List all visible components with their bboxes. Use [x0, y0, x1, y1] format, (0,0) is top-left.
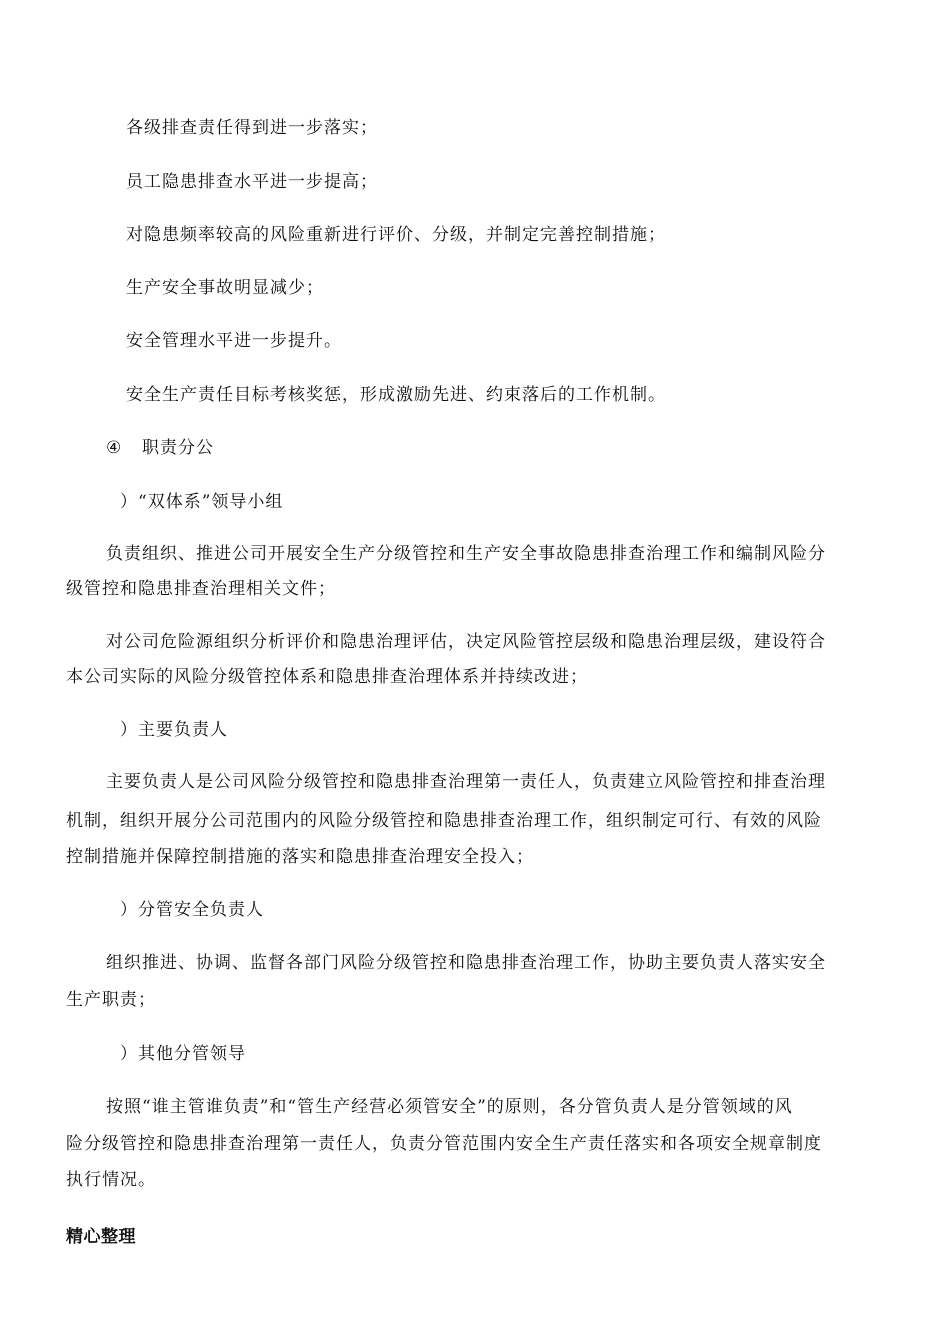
paragraph-line: 负责组织、推进公司开展安全生产分级管控和生产安全事故隐患排查治理工作和编制风险分 — [106, 544, 826, 564]
section-number: ④ — [106, 438, 123, 458]
goal-item: 各级排查责任得到进一步落实； — [126, 118, 378, 138]
footer-text: 精心整理 — [66, 1227, 136, 1247]
paragraph-line: 执行情况。 — [66, 1170, 156, 1190]
section-title: 职责分公 — [142, 438, 214, 458]
paragraph-line: 按照“谁主管谁负责”和“管生产经营必须管安全”的原则，各分管负责人是分管领域的风 — [106, 1097, 793, 1117]
paragraph-line: 主要负责人是公司风险分级管控和隐患排查治理第一责任人，负责建立风险管控和排查治理 — [106, 772, 826, 792]
paragraph-line: 本公司实际的风险分级管控体系和隐患排查治理体系并持续改进； — [66, 667, 588, 687]
goal-item: 生产安全事故明显减少； — [126, 278, 324, 298]
paragraph-line: 险分级管控和隐患排查治理第一责任人，负责分管范围内安全生产责任落实和各项安全规章制度 — [66, 1134, 822, 1154]
goal-item: 安全管理水平进一步提升。 — [126, 331, 342, 351]
paragraph-line: 生产职责； — [66, 990, 156, 1010]
goal-item: 对隐患频率较高的风险重新进行评价、分级，并制定完善控制措施； — [126, 225, 666, 245]
subsection-heading: ）其他分管领导 — [120, 1044, 246, 1064]
paragraph-line: 机制，组织开展分公司范围内的风险分级管控和隐患排查治理工作，组织制定可行、有效的风险 — [66, 811, 822, 831]
subsection-heading: ）“双体系”领导小组 — [120, 492, 284, 512]
paragraph-line: 级管控和隐患排查治理相关文件； — [66, 579, 336, 599]
paragraph-line: 对公司危险源组织分析评价和隐患治理评估，决定风险管控层级和隐患治理层级，建设符合 — [106, 632, 826, 652]
goal-item: 安全生产责任目标考核奖惩，形成激励先进、约束落后的工作机制。 — [126, 385, 666, 405]
subsection-heading: ）主要负责人 — [120, 720, 228, 740]
subsection-heading: ）分管安全负责人 — [120, 900, 264, 920]
goal-item: 员工隐患排查水平进一步提高； — [126, 172, 378, 192]
paragraph-line: 控制措施并保障控制措施的落实和隐患排查治理安全投入； — [66, 847, 534, 867]
paragraph-line: 组织推进、协调、监督各部门风险分级管控和隐患排查治理工作，协助主要负责人落实安全 — [106, 953, 826, 973]
